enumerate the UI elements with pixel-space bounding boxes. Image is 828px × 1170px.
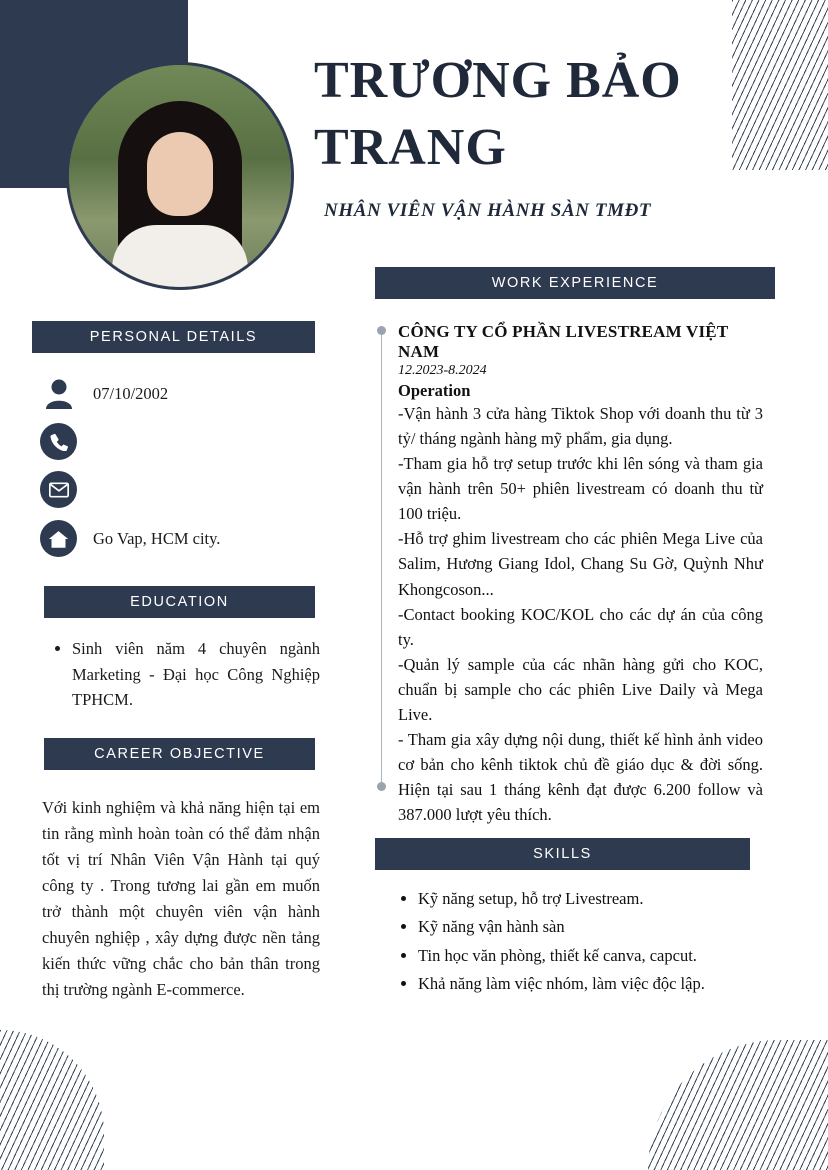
- photo-body-shape: [112, 225, 248, 287]
- work-company-name: CÔNG TY CỔ PHẦN LIVESTREAM VIỆT NAM: [398, 322, 729, 361]
- email-icon: [40, 471, 77, 508]
- home-icon: [40, 520, 77, 557]
- profile-photo-image: [69, 65, 291, 287]
- skill-item: • Kỹ năng vận hành sàn: [418, 913, 770, 941]
- work-bullet: -Vận hành 3 cửa hàng Tiktok Shop với doanh thu từ 3 tỷ/ tháng ngành hàng mỹ phẩm, gia dụng.: [398, 404, 763, 449]
- address-value: Go Vap, HCM city.: [93, 528, 221, 548]
- hatch-pattern-bottom-right: [648, 1040, 828, 1170]
- timeline-dot: [377, 782, 386, 791]
- work-bullet: -Quản lý sample của các nhãn hàng gửi cho KOC, chuẩn bị sample cho các phiên Live Daily và Mega Live.: [398, 654, 763, 724]
- skill-item: • Khả năng làm việc nhóm, làm việc độc lập.: [418, 970, 770, 998]
- personal-detail-row: [40, 423, 93, 460]
- profile-photo: [66, 62, 294, 290]
- birthdate-value: 07/10/2002: [93, 383, 169, 403]
- personal-detail-row: [40, 520, 220, 557]
- hatch-pattern-bottom-left: [0, 1030, 104, 1170]
- work-experience-entry: [398, 322, 763, 827]
- photo-face-shape: [147, 132, 213, 216]
- section-header-career-objective: CAREER OBJECTIVE: [44, 738, 315, 770]
- education-list: [48, 636, 320, 713]
- personal-detail-row: [40, 375, 168, 412]
- skills-list: [390, 885, 770, 999]
- career-objective-text: Với kinh nghiệm và khả năng hiện tại em tin rằng mình hoàn toàn có thể đảm nhận tốt vị trí Nhân Viên Vận Hành tại quý công ty . Trong tương lai gần em muốn trở thành một chuyên viên vận hành chuyên nghiệp , xây dựng được nền tảng kiến thức vững chắc cho bản thân trong thị trường ngành E-commerce.: [42, 798, 320, 1000]
- work-bullet: -Tham gia hỗ trợ setup trước khi lên sóng và tham gia vận hành trên 50+ phiên livestream có doanh thu từ 100 triệu.: [398, 454, 763, 524]
- job-title: NHÂN VIÊN VẬN HÀNH SÀN TMĐT: [324, 200, 652, 221]
- section-header-personal-details: PERSONAL DETAILS: [32, 321, 315, 353]
- work-bullet: -Hỗ trợ ghim livestream cho các phiên Mega Live của Salim, Hương Giang Idol, Chang Su Gờ, Quỳnh Như Khongcoson...: [398, 529, 763, 599]
- skill-item: • Tin học văn phòng, thiết kế canva, capcut.: [418, 942, 770, 970]
- person-icon: [40, 375, 77, 412]
- page-title: TRƯƠNG BẢO TRANG: [314, 52, 682, 176]
- work-bullet: - Tham gia xây dựng nội dung, thiết kế hình ảnh video cơ bản cho kênh tiktok chủ đề giáo dục & đời sống. Hiện tại sau 1 tháng kênh đạt được 6.200 follow và 387.000 lượt yêu thích.: [398, 730, 763, 825]
- section-header-work-experience: WORK EXPERIENCE: [375, 267, 775, 299]
- personal-detail-row: [40, 471, 93, 508]
- phone-icon: [40, 423, 77, 460]
- work-role: Operation: [398, 381, 471, 400]
- work-bullet: -Contact booking KOC/KOL cho các dự án của công ty.: [398, 604, 763, 649]
- section-header-skills: SKILLS: [375, 838, 750, 870]
- timeline-dot: [377, 326, 386, 335]
- education-item: • Sinh viên năm 4 chuyên ngành Marketing - Đại học Công Nghiệp TPHCM.: [72, 636, 320, 713]
- work-dates: 12.2023-8.2024: [398, 363, 487, 378]
- skill-item: • Kỹ năng setup, hỗ trợ Livestream.: [418, 885, 770, 913]
- timeline-rail: [381, 330, 382, 788]
- section-header-education: EDUCATION: [44, 586, 315, 618]
